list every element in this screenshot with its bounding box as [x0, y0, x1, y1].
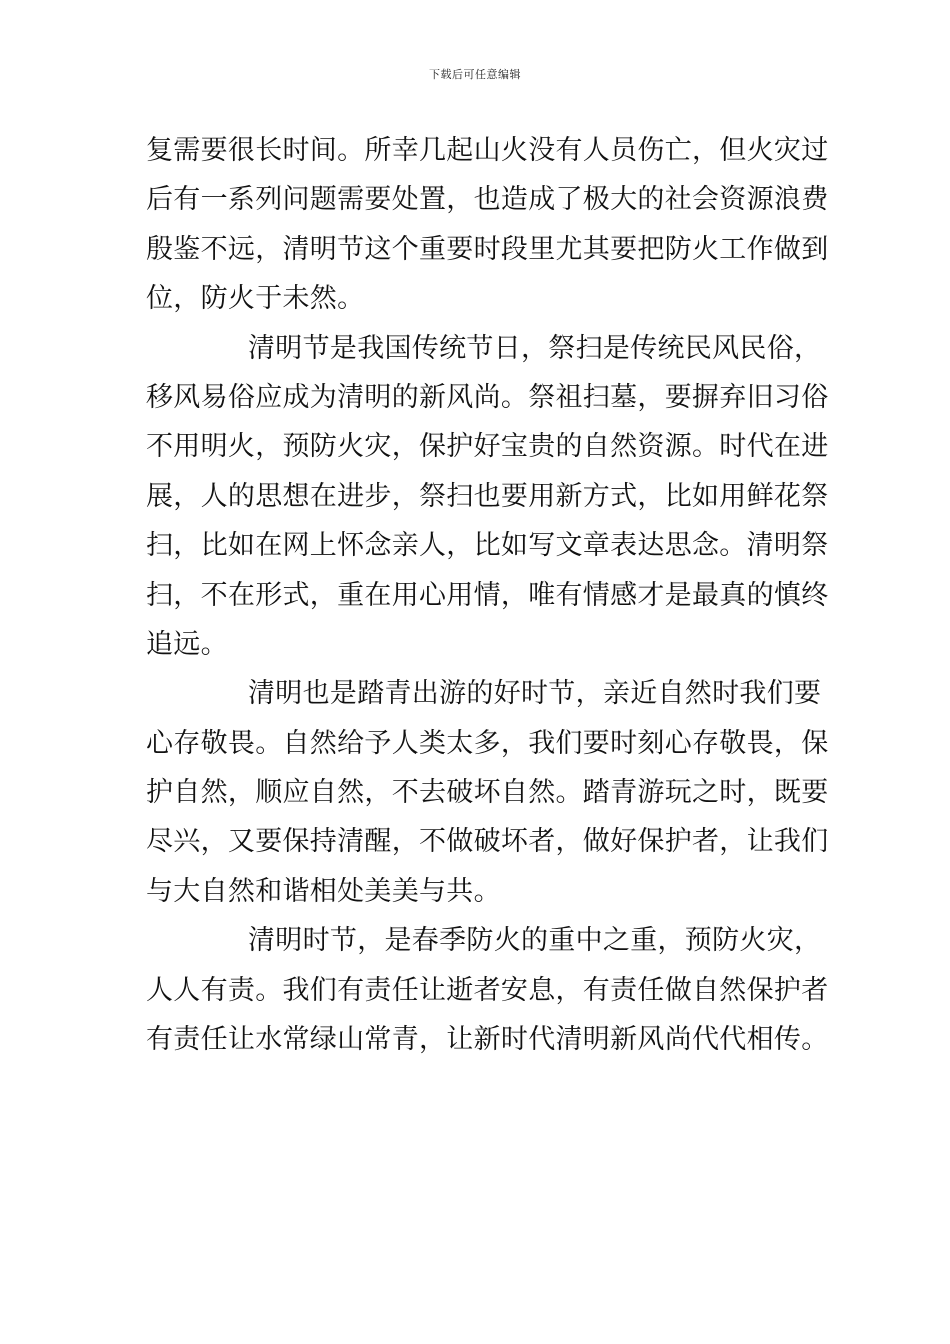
- page-header-note: 下载后可任意编辑: [429, 68, 521, 81]
- text-line: 护自然，顺应自然，不去破坏自然。踏青游玩之时，既要: [146, 777, 829, 809]
- text-line: 后有一系列问题需要处置，也造成了极大的社会资源浪费: [146, 184, 829, 216]
- text-line: 移风易俗应成为清明的新风尚。祭祖扫墓，要摒弃旧习俗: [146, 381, 829, 413]
- text-line: 清明时节，是春季防火的重中之重，预防火灾，: [248, 925, 822, 957]
- text-line: 人人有责。我们有责任让逝者安息，有责任做自然保护者: [146, 974, 829, 1006]
- text-line: 有责任让水常绿山常青，让新时代清明新风尚代代相传。: [146, 1024, 829, 1056]
- text-line: 清明也是踏青出游的好时节，亲近自然时我们要: [248, 678, 822, 710]
- text-line: 展，人的思想在进步，祭扫也要用新方式，比如用鲜花祭: [146, 480, 829, 512]
- text-line: 扫，不在形式，重在用心用情，唯有情感才是最真的慎终: [146, 579, 829, 611]
- text-line: 不用明火，预防火灾，保护好宝贵的自然资源。时代在进: [146, 431, 829, 463]
- text-line: 与大自然和谐相处美美与共。: [146, 875, 501, 907]
- text-line: 位，防火于未然。: [146, 283, 365, 315]
- text-line: 扫，比如在网上怀念亲人，比如写文章表达思念。清明祭: [146, 530, 829, 562]
- text-line: 殷鉴不远，清明节这个重要时段里尤其要把防火工作做到: [146, 233, 829, 265]
- paragraph: [146, 669, 829, 916]
- text-line: 心存敬畏。自然给予人类太多，我们要时刻心存敬畏，保: [146, 727, 829, 759]
- text-line: 尽兴，又要保持清醒，不做破坏者，做好保护者，让我们: [146, 826, 829, 858]
- paragraph: [146, 916, 829, 1064]
- paragraph: [146, 324, 829, 670]
- document-body: [146, 126, 829, 1064]
- text-line: 复需要很长时间。所幸几起山火没有人员伤亡，但火灾过: [146, 135, 829, 166]
- text-line: 追远。: [146, 628, 228, 660]
- text-line: 清明节是我国传统节日，祭扫是传统民风民俗，: [248, 332, 822, 364]
- paragraph: [146, 126, 829, 324]
